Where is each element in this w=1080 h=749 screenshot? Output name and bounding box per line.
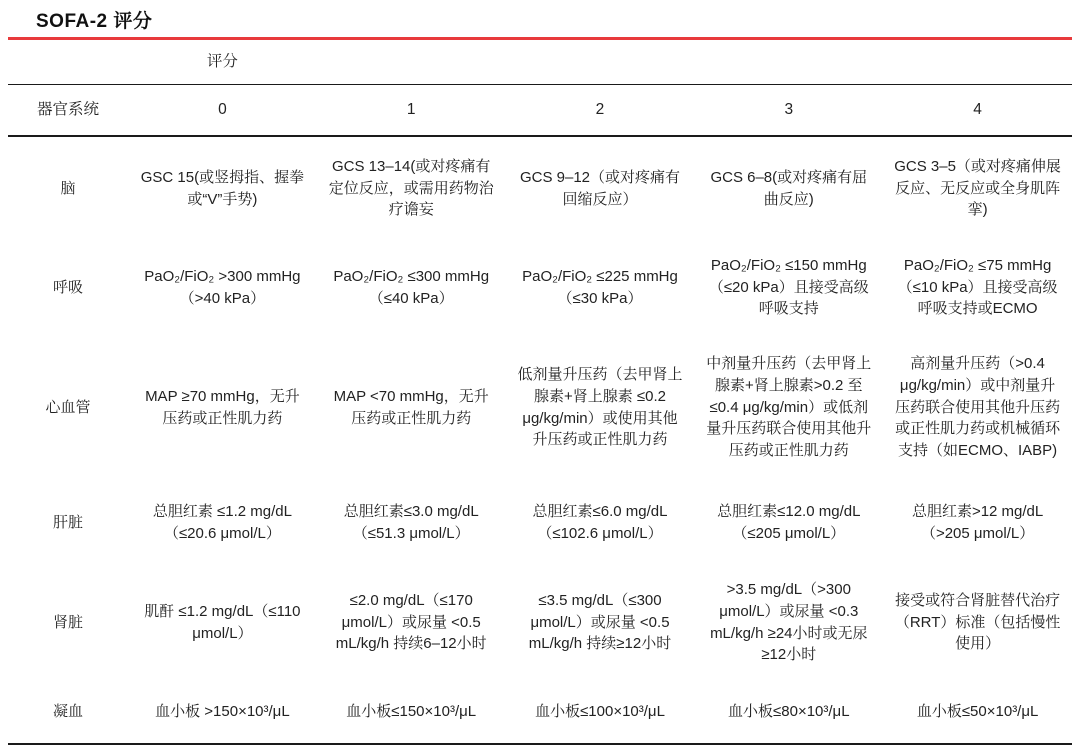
organ-label: 脑	[60, 179, 76, 197]
score-cell: MAP <70 mmHg，无升压药或正性肌力药	[333, 387, 489, 427]
score-cell: GCS 6–8(或对疼痛有屈曲反应)	[710, 168, 868, 208]
score-superheader-row	[8, 40, 1072, 85]
score-cell: MAP ≥70 mmHg，无升压药或正性肌力药	[145, 387, 300, 427]
score-cell: GSC 15(或竖拇指、握拳 或“V”手势)	[140, 168, 305, 208]
score-cell: >3.5 mg/dL（>300 μmol/L）或尿量 <0.3 mL/kg/h ≥24小时或无尿 ≥12小时	[710, 581, 868, 664]
score-cell: 接受或符合肾脏替代治疗（RRT）标准（包括慢性使用）	[894, 591, 1061, 653]
score-cell: GCS 9–12（或对疼痛有回缩反应）	[519, 168, 681, 208]
score-cell: 总胆红素≤12.0 mg/dL（≤205 μmol/L）	[717, 502, 861, 542]
score-column-header: 0	[218, 100, 227, 118]
score-cell: 高剂量升压药（>0.4 μg/kg/min）或中剂量升压药联合使用其他升压药或正性肌力药或机械循环支持（如ECMO、IABP)	[895, 355, 1061, 460]
organ-label: 肝脏	[52, 513, 83, 531]
score-cell: 血小板≤100×10³/μL	[535, 702, 665, 720]
score-column-header: 1	[406, 100, 416, 118]
page-title: SOFA-2 评分	[36, 11, 153, 32]
score-cell: 低剂量升压药（去甲肾上腺素+肾上腺素 ≤0.2 μg/kg/min）或使用其他升压药或正性肌力药	[517, 366, 683, 449]
table-row	[8, 335, 1072, 480]
score-cell: 总胆红素>12 mg/dL（>205 μmol/L）	[911, 502, 1044, 542]
table-row	[8, 680, 1072, 743]
score-cell: 血小板 >150×10³/μL	[155, 702, 290, 720]
score-cell: GCS 13–14(或对疼痛有定位反应，或需用药物治疗谵妄	[328, 157, 494, 219]
organ-label: 凝血	[52, 702, 83, 720]
table-row	[8, 137, 1072, 240]
column-header-row	[8, 85, 1072, 137]
score-cell: 总胆红素 ≤1.2 mg/dL（≤20.6 μmol/L）	[152, 502, 292, 542]
score-column-header: 2	[595, 100, 605, 118]
table-row	[8, 240, 1072, 335]
score-cell: PaO₂/FiO₂ >300 mmHg（>40 kPa）	[144, 267, 301, 307]
score-cell: ≤3.5 mg/dL（≤300 μmol/L）或尿量 <0.5 mL/kg/h 持续≥12小时	[528, 591, 672, 653]
score-column-header: 4	[973, 100, 982, 118]
score-cell: GCS 3–5（或对疼痛伸展反应、无反应或全身肌阵挛)	[894, 157, 1061, 219]
score-cell: 中剂量升压药（去甲肾上腺素+肾上腺素>0.2 至 ≤0.4 μg/kg/min）或低剂量升压药联合使用其他升压药或正性肌力药	[706, 355, 872, 460]
score-cell: 总胆红素≤6.0 mg/dL（≤102.6 μmol/L）	[532, 502, 668, 542]
table-row	[8, 480, 1072, 565]
score-cell: 血小板≤150×10³/μL	[346, 702, 477, 720]
score-cell: 肌酐 ≤1.2 mg/dL（≤110 μmol/L）	[144, 602, 301, 642]
organ-label: 肾脏	[52, 613, 83, 631]
score-cell: 血小板≤50×10³/μL	[916, 702, 1039, 720]
score-cell: PaO₂/FiO₂ ≤75 mmHg（≤10 kPa）且接受高级呼吸支持或ECMO	[897, 256, 1058, 318]
score-cell: 总胆红素≤3.0 mg/dL（≤51.3 μmol/L）	[343, 502, 479, 542]
score-superheader-label: 评分	[206, 52, 238, 70]
organ-label: 呼吸	[52, 278, 83, 296]
score-cell: PaO₂/FiO₂ ≤300 mmHg（≤40 kPa）	[333, 267, 490, 307]
organ-label: 心血管	[45, 398, 91, 416]
score-cell: PaO₂/FiO₂ ≤150 mmHg（≤20 kPa）且接受高级呼吸支持	[708, 256, 869, 318]
sofa2-score-table	[8, 40, 1072, 745]
empty-corner-cell	[8, 40, 128, 84]
table-row	[8, 565, 1072, 680]
score-cell: 血小板≤80×10³/μL	[728, 702, 850, 720]
table-body	[8, 137, 1072, 745]
score-cell: ≤2.0 mg/dL（≤170 μmol/L）或尿量 <0.5 mL/kg/h 持续6–12小时	[335, 591, 487, 653]
organ-system-header: 器官系统	[36, 100, 99, 118]
score-column-header: 3	[784, 100, 794, 118]
score-cell: PaO₂/FiO₂ ≤225 mmHg（≤30 kPa）	[522, 267, 678, 307]
